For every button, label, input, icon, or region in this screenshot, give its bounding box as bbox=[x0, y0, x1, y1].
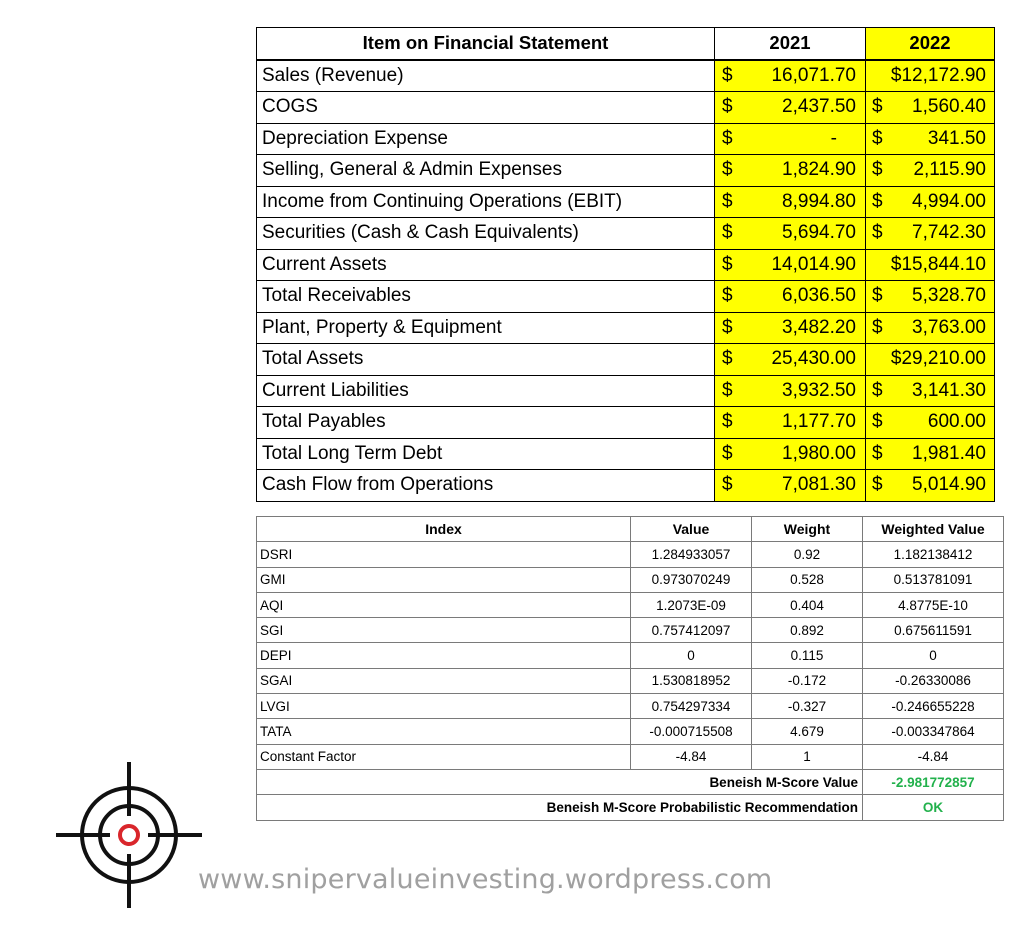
header-item: Item on Financial Statement bbox=[257, 28, 715, 60]
amount-2021: 1,980.00 bbox=[782, 442, 856, 464]
currency-symbol: $ bbox=[722, 442, 733, 464]
amount-2021: 25,430.00 bbox=[771, 348, 856, 370]
index-row bbox=[257, 592, 1004, 617]
index-value: 0.754297334 bbox=[631, 694, 752, 719]
amount-2021: 5,694.70 bbox=[782, 222, 856, 244]
currency-symbol: $ bbox=[872, 442, 883, 464]
index-name: AQI bbox=[257, 592, 631, 617]
index-name: DEPI bbox=[257, 643, 631, 668]
value-2021 bbox=[715, 123, 866, 155]
value-2022 bbox=[866, 155, 995, 187]
index-row bbox=[257, 744, 1004, 769]
financial-row-item: Sales (Revenue) bbox=[257, 60, 715, 92]
crosshair-target-icon bbox=[54, 760, 204, 910]
amount-2021: 3,482.20 bbox=[782, 316, 856, 338]
financial-row-item: Selling, General & Admin Expenses bbox=[257, 155, 715, 187]
amount-2021: 1,177.70 bbox=[782, 411, 856, 433]
index-weighted-value: 0 bbox=[863, 643, 1004, 668]
index-weighted-value: 0.513781091 bbox=[863, 567, 1004, 592]
index-value: 1.284933057 bbox=[631, 542, 752, 567]
index-row bbox=[257, 618, 1004, 643]
index-value: -4.84 bbox=[631, 744, 752, 769]
financial-row-item: Current Liabilities bbox=[257, 375, 715, 407]
index-weighted-value: 4.8775E-10 bbox=[863, 592, 1004, 617]
index-weight: 0.115 bbox=[752, 643, 863, 668]
index-weight: 0.528 bbox=[752, 567, 863, 592]
value-2021 bbox=[715, 155, 866, 187]
amount-2021: 7,081.30 bbox=[782, 474, 856, 496]
value-2021 bbox=[715, 281, 866, 313]
index-row bbox=[257, 567, 1004, 592]
index-value: -0.000715508 bbox=[631, 719, 752, 744]
financial-row-item: Current Assets bbox=[257, 249, 715, 281]
currency-symbol: $ bbox=[722, 379, 733, 401]
amount-2022: 2,115.90 bbox=[913, 159, 986, 181]
index-value: 1.2073E-09 bbox=[631, 592, 752, 617]
amount-2021: 16,071.70 bbox=[771, 64, 856, 86]
amount-2021: 3,932.50 bbox=[782, 379, 856, 401]
value-2022 bbox=[866, 218, 995, 250]
index-weight: -0.172 bbox=[752, 668, 863, 693]
amount-2022: 1,981.40 bbox=[912, 442, 986, 464]
index-value: 0 bbox=[631, 643, 752, 668]
recommendation-row bbox=[257, 795, 1004, 820]
index-value: 1.530818952 bbox=[631, 668, 752, 693]
index-name: DSRI bbox=[257, 542, 631, 567]
index-name: TATA bbox=[257, 719, 631, 744]
value-2021 bbox=[715, 60, 866, 92]
index-weighted-value: -0.26330086 bbox=[863, 668, 1004, 693]
financial-row-item: Income from Continuing Operations (EBIT) bbox=[257, 186, 715, 218]
value-2021 bbox=[715, 407, 866, 439]
index-weight: 1 bbox=[752, 744, 863, 769]
currency-symbol: $ bbox=[872, 96, 883, 118]
header-weight: Weight bbox=[752, 517, 863, 542]
currency-symbol: $ bbox=[722, 474, 733, 496]
mscore-label: Beneish M-Score Value bbox=[257, 769, 863, 794]
mscore-value: -2.981772857 bbox=[863, 769, 1004, 794]
amount-2021: - bbox=[830, 127, 837, 149]
financial-row-item: Total Long Term Debt bbox=[257, 438, 715, 470]
currency-symbol: $ bbox=[722, 316, 733, 338]
value-2022 bbox=[866, 60, 995, 92]
index-weighted-value: -4.84 bbox=[863, 744, 1004, 769]
amount-2022: $15,844.10 bbox=[890, 253, 986, 275]
index-weight: -0.327 bbox=[752, 694, 863, 719]
financial-row bbox=[257, 375, 995, 407]
amount-2022: 5,014.90 bbox=[912, 474, 986, 496]
value-2022 bbox=[866, 344, 995, 376]
amount-2021: 1,824.90 bbox=[782, 159, 856, 181]
financial-table-header bbox=[257, 28, 995, 60]
value-2022 bbox=[866, 470, 995, 502]
index-weight: 0.404 bbox=[752, 592, 863, 617]
index-table-header bbox=[257, 517, 1004, 542]
header-2022: 2022 bbox=[866, 28, 995, 60]
value-2021 bbox=[715, 92, 866, 124]
recommendation-value: OK bbox=[863, 795, 1004, 820]
currency-symbol: $ bbox=[872, 379, 883, 401]
financial-row bbox=[257, 155, 995, 187]
amount-2022: 341.50 bbox=[927, 127, 986, 149]
index-value: 0.757412097 bbox=[631, 618, 752, 643]
value-2021 bbox=[715, 218, 866, 250]
index-weighted-value: 0.675611591 bbox=[863, 618, 1004, 643]
index-weighted-value: -0.003347864 bbox=[863, 719, 1004, 744]
currency-symbol: $ bbox=[872, 159, 883, 181]
index-name: LVGI bbox=[257, 694, 631, 719]
currency-symbol: $ bbox=[722, 222, 733, 244]
value-2022 bbox=[866, 312, 995, 344]
value-2022 bbox=[866, 123, 995, 155]
index-weight: 0.892 bbox=[752, 618, 863, 643]
value-2021 bbox=[715, 344, 866, 376]
value-2021 bbox=[715, 249, 866, 281]
financial-row-item: Securities (Cash & Cash Equivalents) bbox=[257, 218, 715, 250]
index-weighted-value: 1.182138412 bbox=[863, 542, 1004, 567]
mscore-row bbox=[257, 769, 1004, 794]
financial-row-item: Total Assets bbox=[257, 344, 715, 376]
currency-symbol: $ bbox=[722, 127, 733, 149]
amount-2022: 600.00 bbox=[927, 411, 986, 433]
index-name: GMI bbox=[257, 567, 631, 592]
index-name: SGAI bbox=[257, 668, 631, 693]
watermark-url: www.snipervalueinvesting.wordpress.com bbox=[198, 864, 773, 895]
financial-row-item: Depreciation Expense bbox=[257, 123, 715, 155]
currency-symbol: $ bbox=[722, 190, 733, 212]
financial-row bbox=[257, 438, 995, 470]
recommendation-label: Beneish M-Score Probabilistic Recommendation bbox=[257, 795, 863, 820]
financial-row bbox=[257, 249, 995, 281]
amount-2022: 3,763.00 bbox=[912, 316, 986, 338]
index-weighted-value: -0.246655228 bbox=[863, 694, 1004, 719]
currency-symbol: $ bbox=[872, 474, 883, 496]
value-2021 bbox=[715, 186, 866, 218]
financial-row-item: Total Payables bbox=[257, 407, 715, 439]
index-row bbox=[257, 694, 1004, 719]
financial-row bbox=[257, 470, 995, 502]
currency-symbol: $ bbox=[872, 316, 883, 338]
currency-symbol: $ bbox=[872, 222, 883, 244]
header-index: Index bbox=[257, 517, 631, 542]
amount-2021: 8,994.80 bbox=[782, 190, 856, 212]
index-row bbox=[257, 643, 1004, 668]
currency-symbol: $ bbox=[722, 253, 733, 275]
header-value: Value bbox=[631, 517, 752, 542]
financial-row bbox=[257, 92, 995, 124]
financial-row-item: Total Receivables bbox=[257, 281, 715, 313]
beneish-index-table bbox=[256, 516, 1004, 821]
financial-row bbox=[257, 218, 995, 250]
value-2021 bbox=[715, 470, 866, 502]
index-row bbox=[257, 668, 1004, 693]
header-weighted-value: Weighted Value bbox=[863, 517, 1004, 542]
amount-2022: 3,141.30 bbox=[912, 379, 986, 401]
financial-row-item: Plant, Property & Equipment bbox=[257, 312, 715, 344]
financial-row-item: COGS bbox=[257, 92, 715, 124]
financial-row bbox=[257, 312, 995, 344]
amount-2022: 1,560.40 bbox=[912, 96, 986, 118]
index-value: 0.973070249 bbox=[631, 567, 752, 592]
index-name: Constant Factor bbox=[257, 744, 631, 769]
financial-row bbox=[257, 123, 995, 155]
financial-row bbox=[257, 186, 995, 218]
amount-2022: $12,172.90 bbox=[890, 64, 986, 86]
amount-2022: 7,742.30 bbox=[912, 222, 986, 244]
value-2022 bbox=[866, 92, 995, 124]
amount-2021: 14,014.90 bbox=[771, 253, 856, 275]
index-row bbox=[257, 719, 1004, 744]
currency-symbol: $ bbox=[722, 159, 733, 181]
amount-2021: 2,437.50 bbox=[782, 96, 856, 118]
currency-symbol: $ bbox=[872, 285, 883, 307]
index-weight: 4.679 bbox=[752, 719, 863, 744]
value-2022 bbox=[866, 407, 995, 439]
financial-row bbox=[257, 344, 995, 376]
currency-symbol: $ bbox=[722, 411, 733, 433]
value-2022 bbox=[866, 375, 995, 407]
amount-2022: 4,994.00 bbox=[912, 190, 986, 212]
currency-symbol: $ bbox=[872, 190, 883, 212]
index-weight: 0.92 bbox=[752, 542, 863, 567]
amount-2021: 6,036.50 bbox=[782, 285, 856, 307]
currency-symbol: $ bbox=[722, 96, 733, 118]
value-2022 bbox=[866, 281, 995, 313]
index-name: SGI bbox=[257, 618, 631, 643]
value-2022 bbox=[866, 249, 995, 281]
value-2022 bbox=[866, 186, 995, 218]
header-2021: 2021 bbox=[715, 28, 866, 60]
amount-2022: $29,210.00 bbox=[890, 348, 986, 370]
financial-row bbox=[257, 281, 995, 313]
currency-symbol: $ bbox=[722, 64, 733, 86]
currency-symbol: $ bbox=[872, 411, 883, 433]
value-2021 bbox=[715, 312, 866, 344]
financial-statement-table bbox=[256, 27, 995, 502]
financial-row bbox=[257, 60, 995, 92]
value-2021 bbox=[715, 375, 866, 407]
currency-symbol: $ bbox=[872, 127, 883, 149]
index-row bbox=[257, 542, 1004, 567]
value-2021 bbox=[715, 438, 866, 470]
financial-row bbox=[257, 407, 995, 439]
amount-2022: 5,328.70 bbox=[912, 285, 986, 307]
currency-symbol: $ bbox=[722, 285, 733, 307]
value-2022 bbox=[866, 438, 995, 470]
currency-symbol: $ bbox=[722, 348, 733, 370]
financial-row-item: Cash Flow from Operations bbox=[257, 470, 715, 502]
